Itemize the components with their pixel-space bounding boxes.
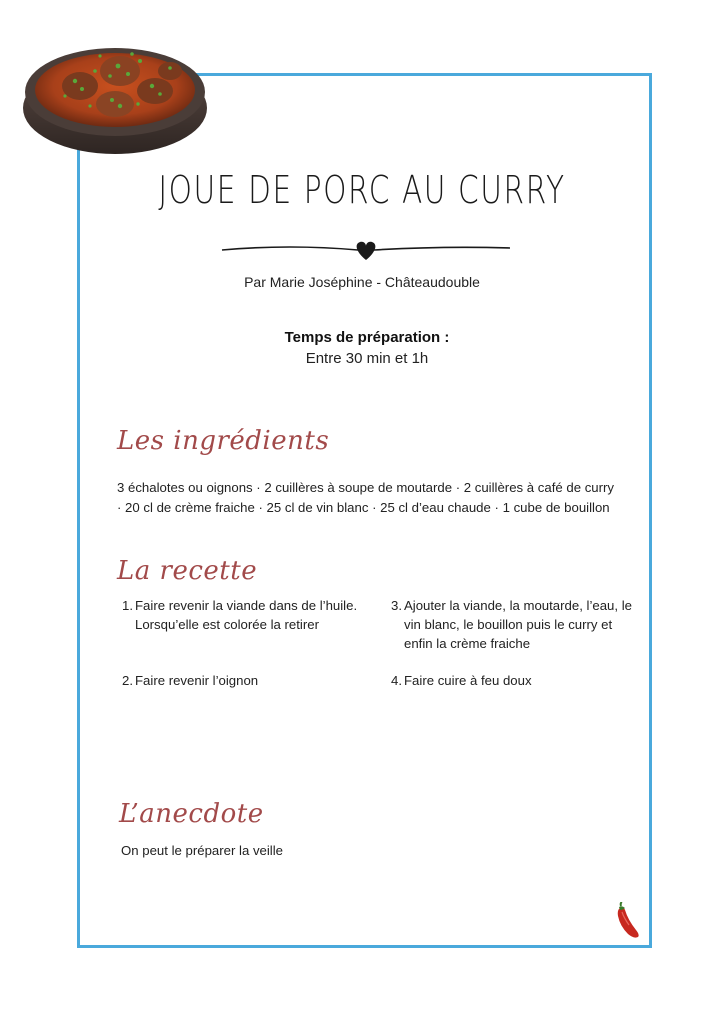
step-item bbox=[391, 671, 637, 690]
heart-divider-icon bbox=[220, 238, 512, 264]
step-number: 4. bbox=[391, 673, 402, 688]
curry-bowl-photo bbox=[20, 26, 210, 156]
recipe-title: JOUE DE PORC AU CURRY bbox=[158, 168, 566, 212]
ingredients-list: 3 échalotes ou oignons · 2 cuillères à soupe de moutarde · 2 cuillères à café de curry · 20 cl de crème fraiche · 25 cl de vin blanc · 25 cl d’eau chaude · 1 cube de bouillon bbox=[117, 480, 615, 515]
recipe-author: Par Marie Joséphine - Châteaudouble bbox=[244, 274, 480, 290]
prep-time-label: Temps de préparation : bbox=[284, 329, 450, 346]
step-item bbox=[122, 596, 362, 634]
step-item bbox=[122, 671, 362, 690]
ingredients-heading: Les ingrédients bbox=[117, 426, 330, 456]
step-text: Ajouter la viande, la moutarde, l’eau, le vin blanc, le bouillon puis le curry et enfin la crème fraiche bbox=[404, 598, 632, 651]
step-number: 3. bbox=[391, 598, 402, 613]
step-item bbox=[391, 596, 637, 653]
method-heading: La recette bbox=[117, 556, 258, 586]
anecdote-heading: L’anecdote bbox=[119, 799, 264, 829]
anecdote-text: On peut le préparer la veille bbox=[121, 843, 284, 858]
prep-time-value: Entre 30 min et 1h bbox=[305, 350, 429, 367]
step-text: Faire revenir l’oignon bbox=[135, 673, 259, 688]
step-number: 1. bbox=[122, 598, 133, 613]
step-text: Faire cuire à feu doux bbox=[404, 673, 532, 688]
chili-pepper-icon bbox=[612, 902, 642, 940]
step-number: 2. bbox=[122, 673, 133, 688]
step-text: Faire revenir la viande dans de l’huile. Lorsqu’elle est colorée la retirer bbox=[135, 598, 358, 632]
